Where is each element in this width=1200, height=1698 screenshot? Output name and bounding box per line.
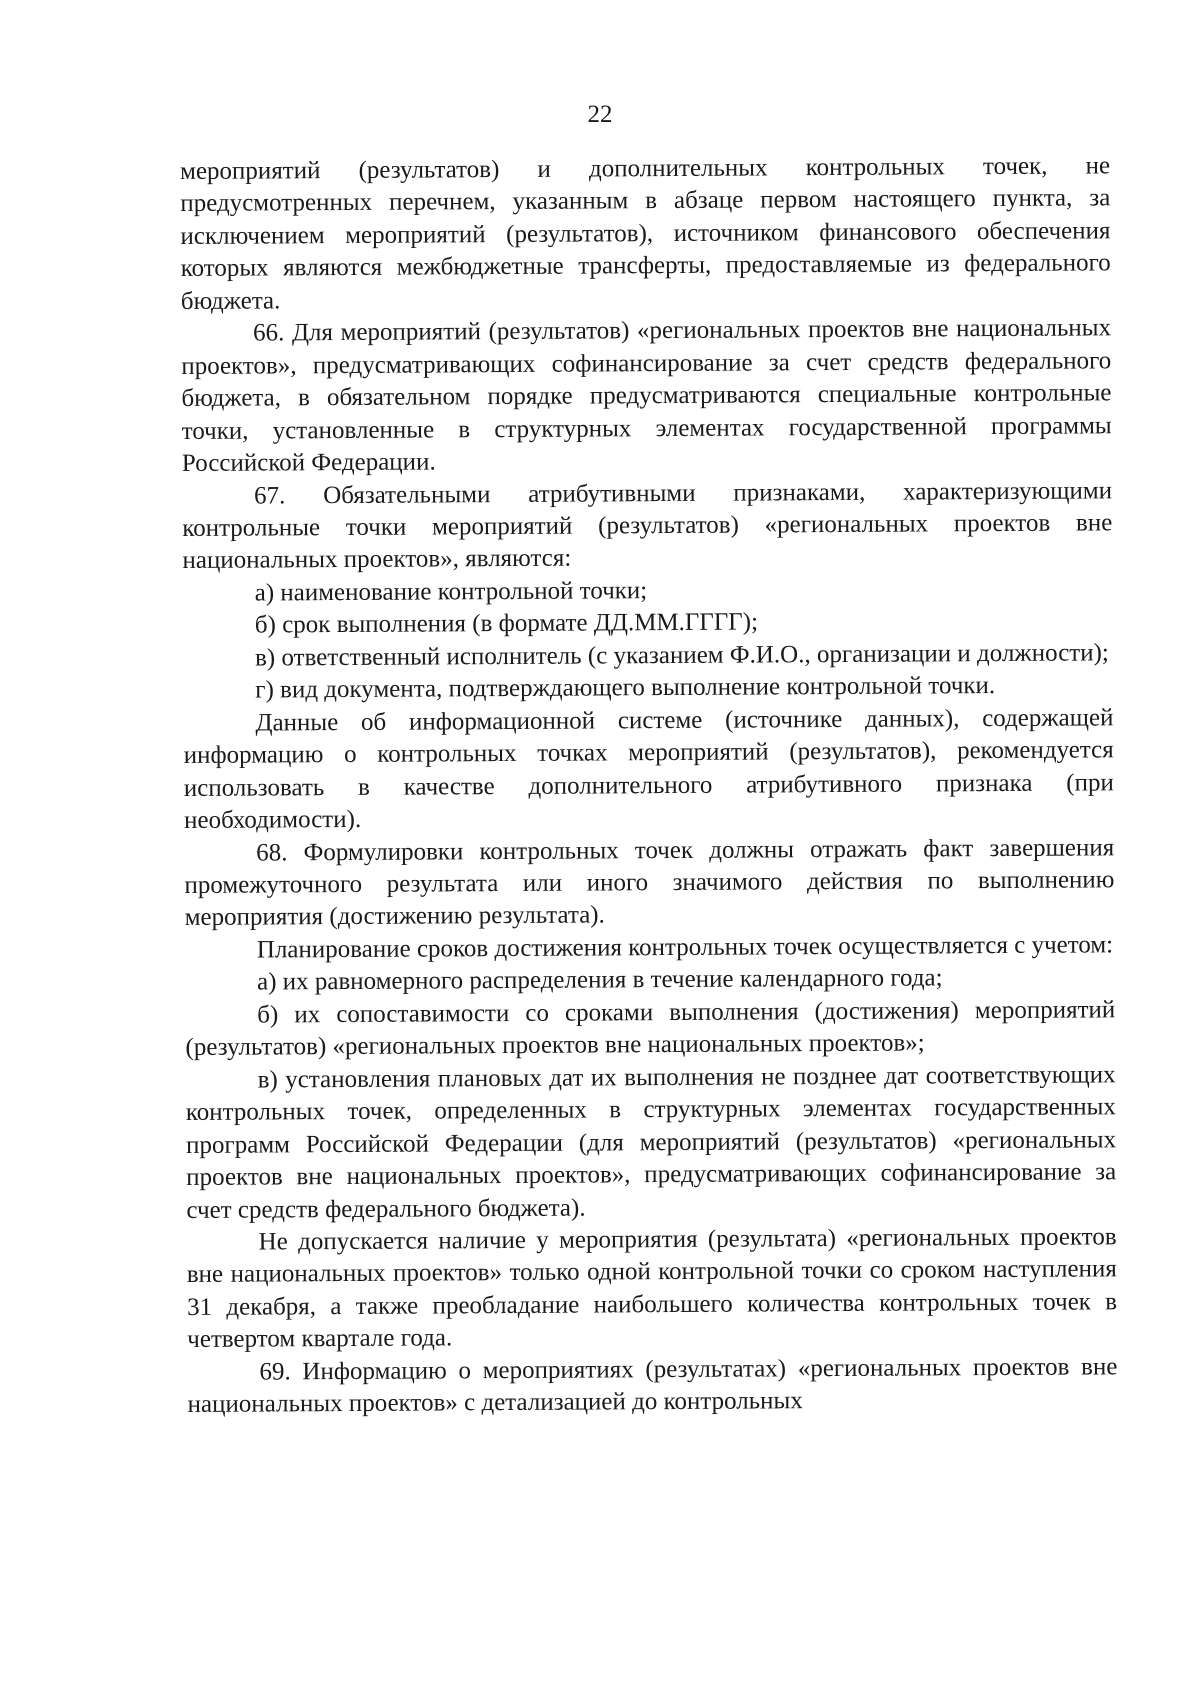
paragraph-item-69: 69. Информацию о мероприятиях (результатах) «региональных проектов вне национальных проектов» с детализацией до контрольных — [187, 1353, 1118, 1419]
paragraph-continuation: мероприятий (результатов) и дополнительных контрольных точек, не предусмотренных перечнем, указанным в абзаце первом настоящего пункта, за исключением мероприятий (результатов), источником финансового обеспечения которых являются межбюджетные трансферты, предоставляемые из федерального бюджета. — [180, 152, 1111, 315]
paragraph-item-66: 66. Для мероприятий (результатов) «региональных проектов вне национальных проектов», предусматривающих софинансирование за счет средств федерального бюджета, в обязательном порядке предусматриваются специальные контрольные точки, установленные в структурных элементах государственной программы Российской Федерации. — [181, 314, 1112, 478]
paragraph-data-source: Данные об информационной системе (источнике данных), содержащей информацию о контрольных точках мероприятий (результатов), рекомендуется использовать в качестве дополнительного атрибутивного признака (при необходимости). — [183, 704, 1114, 835]
paragraph-planning: Планирование сроков достижения контрольных точек осуществляется с учетом: — [256, 931, 1114, 964]
planning-item-b: б) их сопоставимости со сроками выполнения (достижения) мероприятий (результатов) «региональных проектов вне национальных проектов»; — [185, 996, 1116, 1062]
list-item-g: г) вид документа, подтверждающего выполнение контрольной точки. — [255, 672, 996, 704]
list-item-a: а) наименование контрольной точки; — [254, 577, 648, 607]
list-item-v: в) ответственный исполнитель (с указанием Ф.И.О., организации и должности); — [254, 639, 1109, 672]
paragraph-item-68: 68. Формулировки контрольных точек должны отражать факт завершения промежуточного результата или иного значимого действия по выполнению мероприятия (достижению результата). — [184, 833, 1115, 932]
planning-item-a: а) их равномерного распределения в течение календарного года; — [256, 964, 943, 996]
paragraph-restriction: Не допускается наличие у мероприятия (результата) «региональных проектов вне национальных проектов» только одной контрольной точки со сроком наступления 31 декабря, а также преобладание наибольшего количества контрольных точек в четвертом квартале года. — [186, 1223, 1118, 1354]
page-number: 22 — [587, 101, 613, 128]
list-item-b: б) срок выполнения (в формате ДД.ММ.ГГГГ); — [254, 608, 759, 639]
document-body — [180, 150, 1118, 1421]
planning-item-v: в) установления плановых дат их выполнения не позднее дат соответствующих контрольных точек, определенных в структурных элементах государственных программ Российской Федерации (для мероприятий (результатов) «региональных проектов вне национальных проектов», предусматривающих софинансирование за счет средств федерального бюджета). — [185, 1060, 1117, 1224]
paragraph-item-67: 67. Обязательными атрибутивными признаками, характеризующими контрольные точки мероприятий (результатов) «региональных проектов вне национальных проектов», являются: — [182, 476, 1113, 575]
